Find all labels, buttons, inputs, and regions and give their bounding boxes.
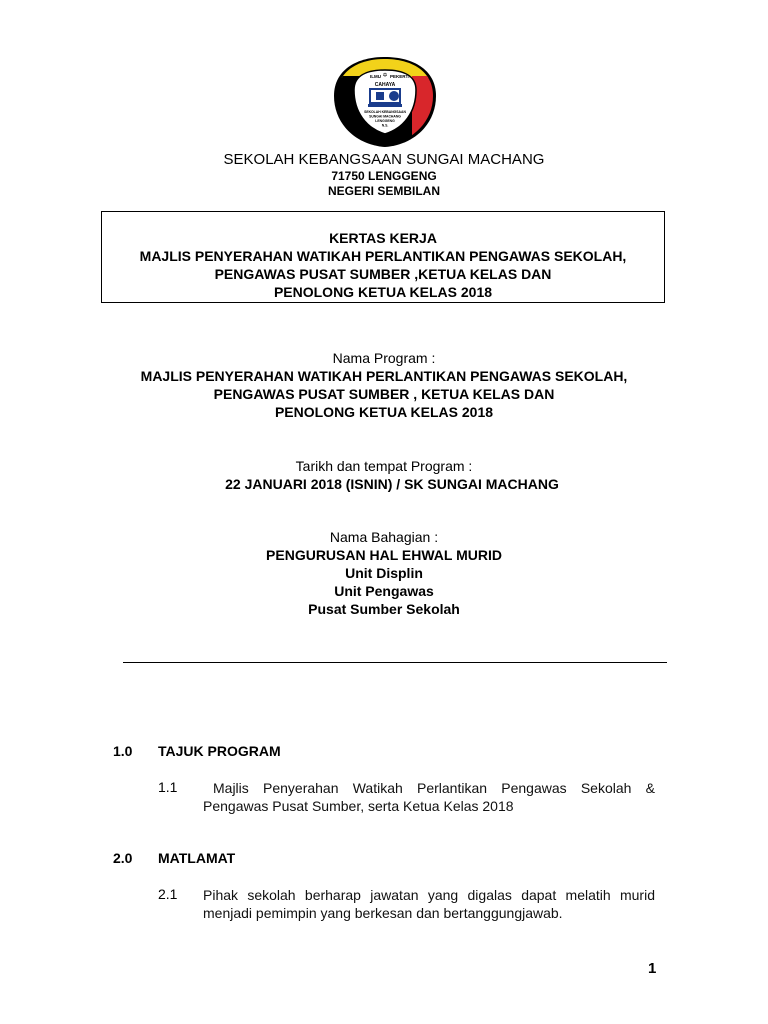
title-box-line3: PENGAWAS PUSAT SUMBER ,KETUA KELAS DAN: [214, 266, 552, 282]
section-title: TAJUK PROGRAM: [158, 743, 281, 759]
logo-lower-text-3: LENGGENG: [375, 119, 395, 123]
logo-lower-text-4: N.S.: [381, 123, 389, 128]
horizontal-divider: [123, 662, 667, 663]
school-name: SEKOLAH KEBANGSAAN SUNGAI MACHANG: [223, 151, 545, 168]
division-line3: Unit Pengawas: [334, 583, 434, 599]
division-label: Nama Bahagian :: [329, 529, 439, 545]
date-place-section: [0, 457, 768, 493]
school-address-line1: 71750 LENGGENG: [331, 169, 437, 183]
subsection-number: 2.1: [158, 886, 178, 902]
title-box-line4: PENOLONG KETUA KELAS 2018: [273, 284, 493, 300]
school-logo: [332, 56, 438, 148]
division-line4: Pusat Sumber Sekolah: [308, 601, 460, 617]
logo-text-ilmu: ILMU: [370, 74, 381, 79]
section-number: 1.0: [113, 743, 133, 759]
program-line3: PENOLONG KETUA KELAS 2018: [274, 404, 494, 420]
subsection-text: Pihak sekolah berharap jawatan yang digalas dapat melatih murid menjadi pemimpin yang berkesan dan bertanggungjawab.: [203, 887, 655, 921]
title-box-line1: KERTAS KERJA: [329, 230, 437, 246]
logo-lower-text-2: SUNGAI MACHANG: [369, 114, 401, 119]
title-box-line2: MAJLIS PENYERAHAN WATIKAH PERLANTIKAN PENGAWAS SEKOLAH,: [139, 248, 627, 264]
section-title: MATLAMAT: [158, 850, 236, 866]
program-section: [0, 349, 768, 421]
date-place-label: Tarikh dan tempat Program :: [295, 458, 473, 474]
logo-text-cahaya: CAHAYA: [374, 82, 396, 88]
program-label: Nama Program :: [332, 350, 436, 366]
section-number: 2.0: [113, 850, 133, 866]
division-section: [0, 528, 768, 618]
school-address-line2: NEGERI SEMBILAN: [327, 184, 440, 198]
star-icon: ✡: [382, 73, 388, 79]
division-line2: Unit Displin: [345, 565, 423, 581]
logo-lower-text-1: SEKOLAH KEBANGSAAN: [364, 110, 406, 114]
subsection-number: 1.1: [158, 779, 178, 795]
division-line1: PENGURUSAN HAL EHWAL MURID: [266, 547, 502, 563]
subsection-text: Majlis Penyerahan Watikah Perlantikan Pengawas Sekolah & Pengawas Pusat Sumber, serta Ketua Kelas 2018: [203, 780, 655, 814]
program-line1: MAJLIS PENYERAHAN WATIKAH PERLANTIKAN PENGAWAS SEKOLAH,: [140, 368, 628, 384]
title-box: [101, 211, 665, 303]
logo-text-pekerti: PEKERTI: [390, 74, 410, 79]
date-place-value: 22 JANUARI 2018 (ISNIN) / SK SUNGAI MACHANG: [225, 476, 559, 492]
program-line2: PENGAWAS PUSAT SUMBER , KETUA KELAS DAN: [213, 386, 555, 402]
page-number: 1: [648, 960, 657, 977]
